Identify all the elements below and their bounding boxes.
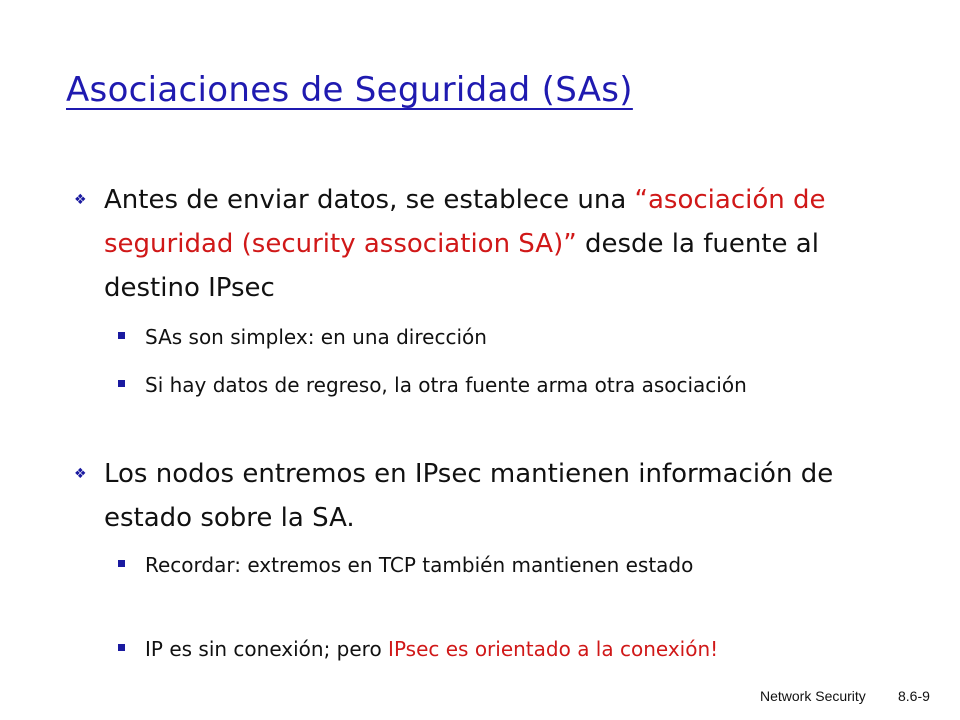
bullet-item <box>74 452 894 540</box>
sub-bullet-item <box>118 322 838 353</box>
page-number: 8.6-9 <box>898 688 930 704</box>
diamond-bullet-icon: ❖ <box>74 466 87 482</box>
sub-bullet-text: Recordar: extremos en TCP también mantienen estado <box>145 553 694 577</box>
sub-bullet-text <box>145 634 838 665</box>
square-bullet-icon <box>118 560 125 567</box>
sub-bullet-item <box>118 550 838 581</box>
highlight-text: IPsec es orientado a la conexión! <box>388 637 719 661</box>
sub-bullet-item <box>118 370 838 401</box>
bullet-text-part: Antes de enviar datos, se establece una <box>104 185 635 215</box>
bullet-text: Los nodos entremos en IPsec mantienen información de estado sobre la SA. <box>104 459 834 533</box>
square-bullet-icon <box>118 644 125 651</box>
diamond-bullet-icon: ❖ <box>74 192 87 208</box>
bullet-text <box>104 178 894 310</box>
bullet-item <box>74 178 894 310</box>
highlight-text: “asociación de seguridad (security association SA)” <box>104 185 826 259</box>
sub-bullet-item <box>118 634 838 665</box>
sub-bullet-text: Si hay datos de regreso, la otra fuente arma otra asociación <box>145 373 747 397</box>
sub-bullet-text-part: IP es sin conexión; pero <box>145 637 389 661</box>
slide-title: Asociaciones de Seguridad (SAs) <box>66 70 633 110</box>
square-bullet-icon <box>118 380 125 387</box>
sub-bullet-text: SAs son simplex: en una dirección <box>145 325 487 349</box>
bullet-text-part: desde la fuente al destino IPsec <box>104 229 819 303</box>
footer-label: Network Security <box>760 688 866 704</box>
square-bullet-icon <box>118 332 125 339</box>
